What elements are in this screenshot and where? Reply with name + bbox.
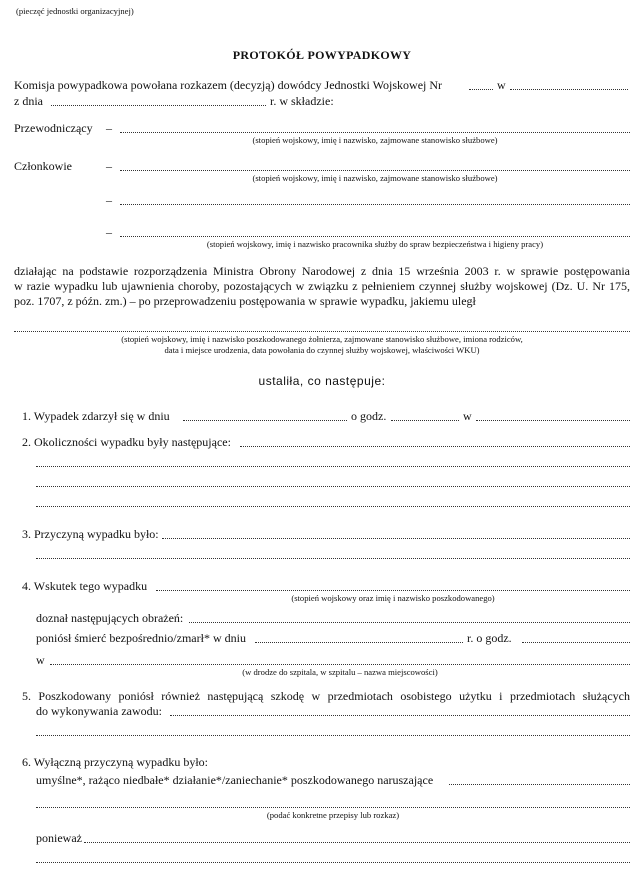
injuries-label: doznał następujących obrażeń: (36, 611, 184, 625)
unit-number-field[interactable] (469, 89, 493, 90)
item1-place-label: w (463, 409, 472, 423)
death-date-field[interactable] (255, 642, 463, 643)
legal-line1: działając na podstawie rozporządzenia Ministra Obrony Narodowej z dnia 15 września 2003 r. w sprawie postępowania (14, 264, 630, 278)
member1-dash: – (106, 159, 112, 173)
circumstances-field-3[interactable] (36, 486, 630, 487)
item1-label: 1. Wypadek zdarzył się w dniu (22, 409, 170, 423)
circumstances-field-2[interactable] (36, 466, 630, 467)
chair-field[interactable] (120, 132, 630, 133)
death-hour-label: r. o godz. (467, 631, 512, 645)
item6-intent-label: umyślne*, rażąco niedbałe* działanie*/zaniechanie* poszkodowanego naruszające (36, 773, 434, 787)
damage-field-1[interactable] (170, 715, 630, 716)
injuries-field[interactable] (189, 622, 630, 623)
injured-person-field[interactable] (156, 590, 630, 591)
legal-line2: w razie wypadku lub ujawnienia choroby, pozostających w związku z pełnieniem czynnej służby wojskowej (Dz. U. Nr 175, (14, 279, 630, 293)
accident-hour-field[interactable] (391, 420, 459, 421)
item5-line1: 5. Poszkodowany poniósł również następującą szkodę w przedmiotach osobistego użytku i przedmiotach służących (22, 689, 630, 703)
member3-dash: – (106, 225, 112, 239)
victim-caption-2: data i miejsce urodzenia, data powołania do czynnej służby wojskowej, właściwości WKU) (164, 345, 480, 355)
chair-label: Przewodniczący (14, 121, 93, 135)
item4-caption: (stopień wojskowy oraz imię i nazwisko poszkodowanego) (291, 593, 495, 603)
death-hour-field[interactable] (522, 642, 630, 643)
member2-field[interactable] (120, 204, 630, 205)
member2-dash: – (106, 193, 112, 207)
item4-label: 4. Wskutek tego wypadku (22, 579, 148, 593)
member1-field[interactable] (120, 170, 630, 171)
member3-field[interactable] (120, 236, 630, 237)
item5-line2: do wykonywania zawodu: (36, 704, 162, 718)
intro-line2-label: z dnia (14, 94, 43, 108)
item1-hour-label: o godz. (351, 409, 387, 423)
unit-location-field[interactable] (510, 89, 628, 90)
item6-caption: (podać konkretne przepisy lub rozkaz) (266, 810, 400, 820)
death-label: poniósł śmierć bezpośrednio/zmarł* w dniu (36, 631, 246, 645)
chair-dash: – (106, 121, 112, 135)
intro-line2-suffix: r. w składzie: (270, 94, 334, 108)
item2-label: 2. Okoliczności wypadku były następujące: (22, 435, 231, 449)
cause-field-1[interactable] (162, 538, 630, 539)
members-label: Członkowie (14, 159, 72, 173)
death-place-caption: (w drodze do szpitala, w szpitalu – nazwa miejscowości) (242, 667, 438, 677)
member1-caption: (stopień wojskowy, imię i nazwisko, zajmowane stanowisko służbowe) (252, 173, 498, 183)
victim-field[interactable] (14, 331, 630, 332)
damage-field-2[interactable] (36, 735, 630, 736)
stamp-caption: (pieczęć jednostki organizacyjnej) (16, 6, 134, 16)
accident-date-field[interactable] (183, 420, 347, 421)
death-place-label: w (36, 653, 45, 667)
circumstances-field-4[interactable] (36, 506, 630, 507)
document-title: PROTOKÓŁ POWYPADKOWY (232, 48, 412, 62)
intro-line1-label: Komisja powypadkowa powołana rozkazem (decyzją) dowódcy Jednostki Wojskowej Nr (14, 78, 443, 92)
because-label: ponieważ (36, 831, 82, 845)
order-date-field[interactable] (51, 105, 266, 106)
chair-caption: (stopień wojskowy, imię i nazwisko, zajmowane stanowisko służbowe) (252, 135, 498, 145)
because-field-2[interactable] (36, 862, 630, 863)
safety-caption: (stopień wojskowy, imię i nazwisko pracownika służby do spraw bezpieczeństwa i higieny pracy) (206, 239, 544, 249)
findings-heading: ustaliła, co następuje: (258, 374, 386, 388)
violated-rules-field-1[interactable] (449, 784, 630, 785)
accident-place-field[interactable] (476, 420, 630, 421)
intro-line1-w: w (497, 78, 506, 92)
legal-line3: poz. 1707, z późn. zm.) – po przeprowadzeniu postępowania w sprawie wypadku, jakiemu uległ (14, 294, 476, 308)
item3-label: 3. Przyczyną wypadku było: (22, 527, 159, 541)
because-field-1[interactable] (84, 842, 630, 843)
cause-field-2[interactable] (36, 558, 630, 559)
violated-rules-field-2[interactable] (36, 807, 630, 808)
victim-caption-1: (stopień wojskowy, imię i nazwisko poszkodowanego żołnierza, zajmowane stanowisko służbowe, imiona rodziców, (121, 334, 523, 344)
death-place-field[interactable] (50, 664, 630, 665)
item6-label: 6. Wyłączną przyczyną wypadku było: (22, 755, 208, 769)
circumstances-field-1[interactable] (240, 446, 630, 447)
